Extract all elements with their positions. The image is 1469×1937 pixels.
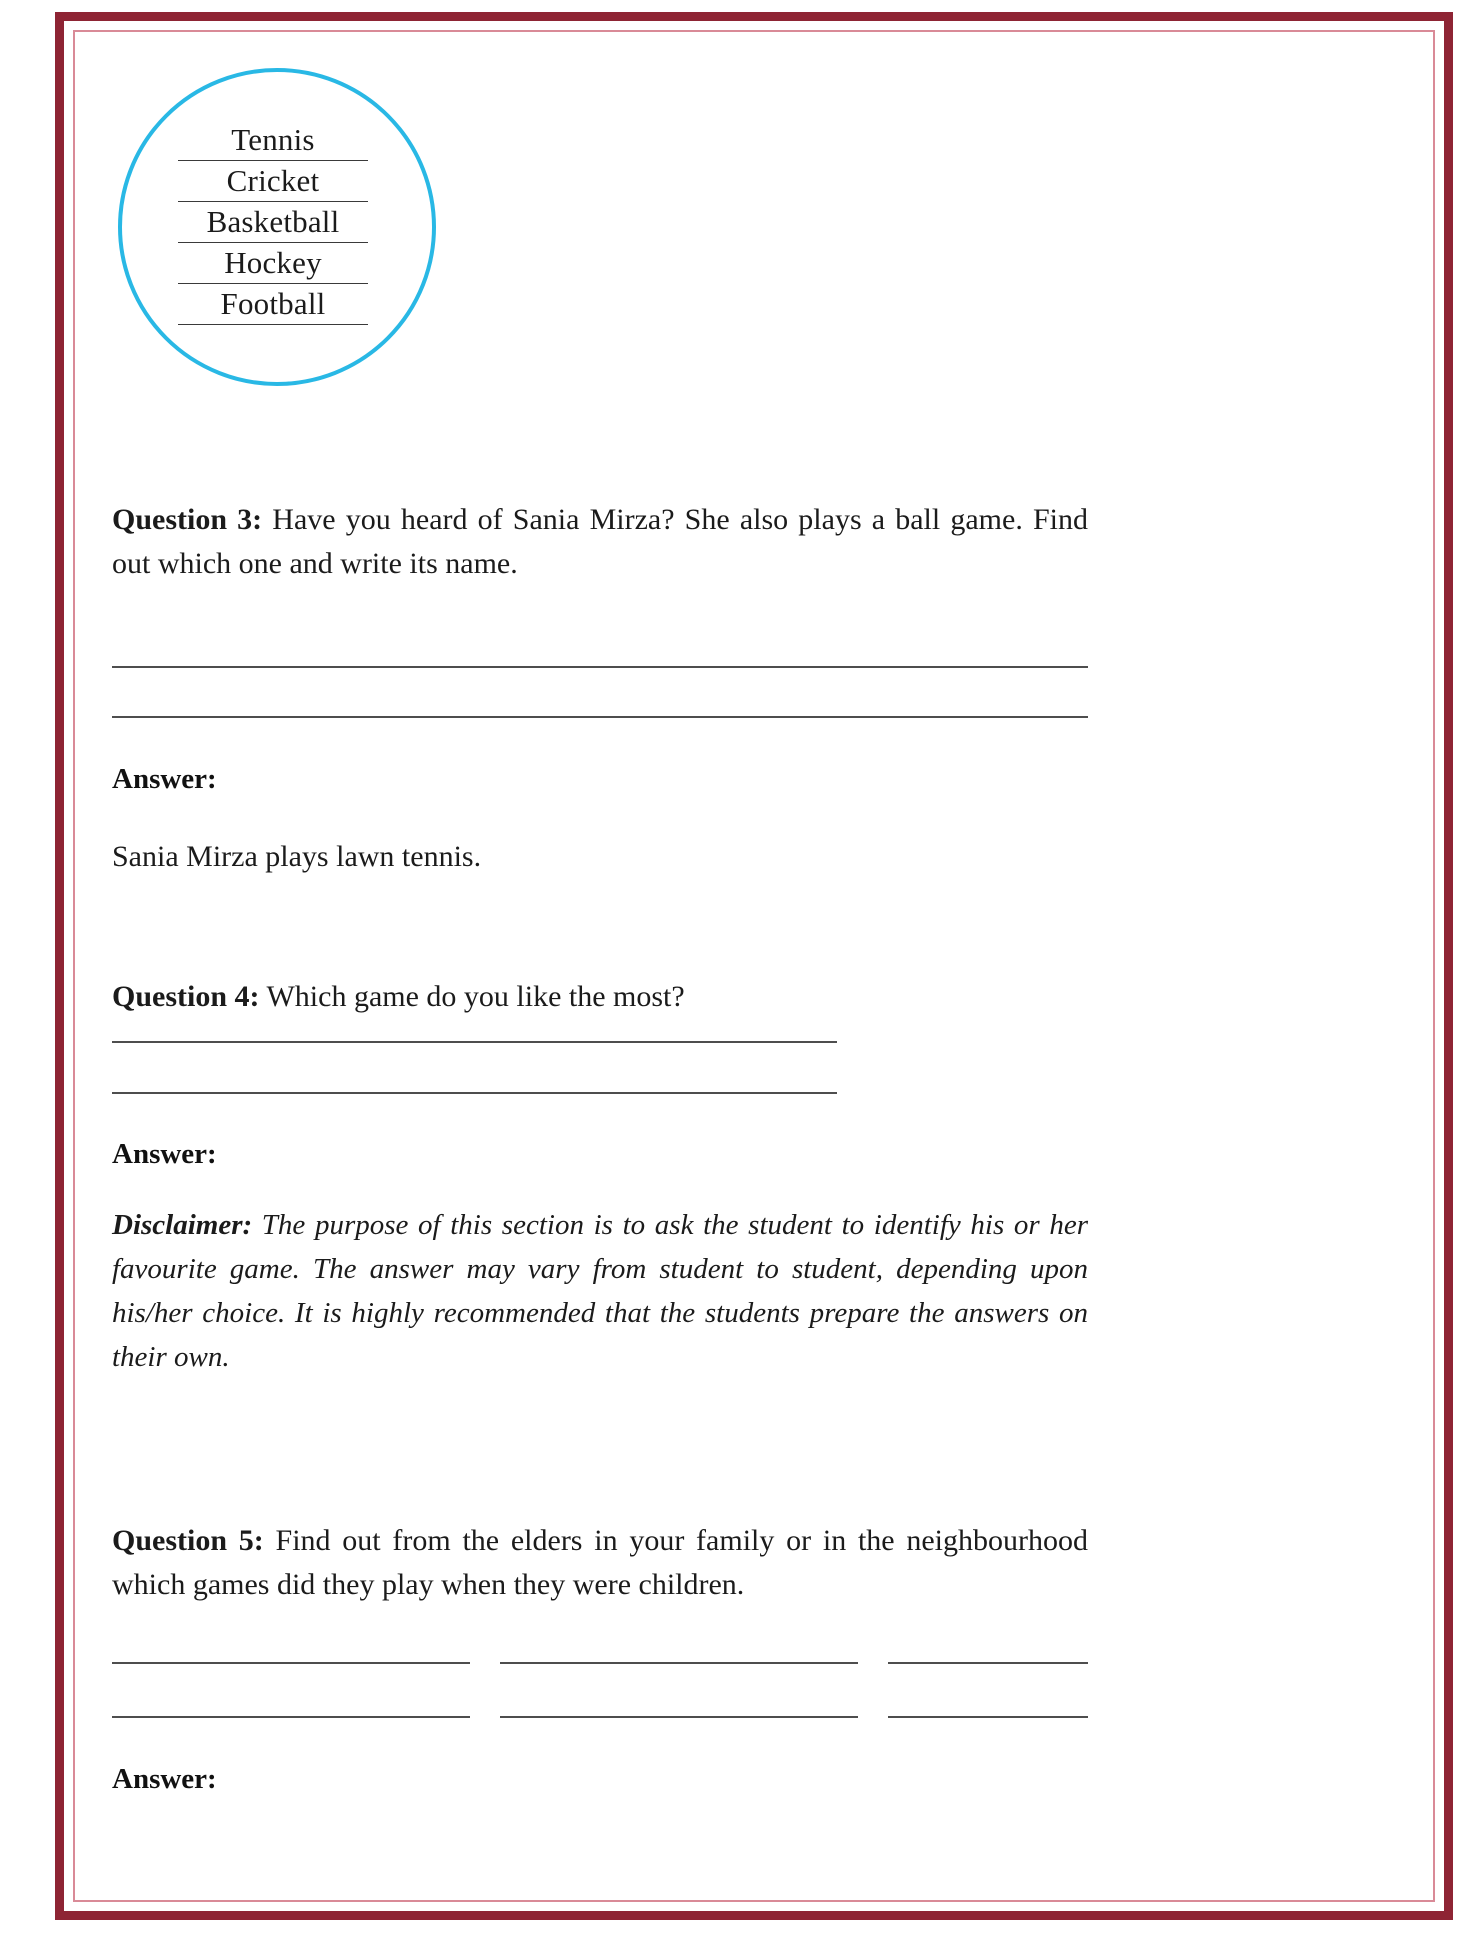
- disclaimer-label: Disclaimer:: [112, 1209, 253, 1241]
- list-item: Basketball: [178, 202, 368, 243]
- answer-text-q3: Sania Mirza plays lawn tennis.: [112, 840, 482, 873]
- answer-rule-q3-line2[interactable]: [112, 716, 1088, 718]
- answer-rule-q5-r2-seg3[interactable]: [888, 1716, 1088, 1718]
- answer-rule-q5-r1-seg2[interactable]: [500, 1662, 858, 1664]
- question-4-paragraph: [112, 975, 1088, 1019]
- question-5-paragraph: [112, 1519, 1088, 1607]
- list-item: Cricket: [178, 161, 368, 202]
- answer-label-q3: Answer:: [112, 763, 217, 795]
- question-3-label: Question 3:: [112, 503, 263, 536]
- question-5-label: Question 5:: [112, 1524, 264, 1557]
- question-5-text: Find out from the elders in your family or in the neighbourhood which games did they play when they were children.: [112, 1524, 1088, 1601]
- answer-label-q5: Answer:: [112, 1763, 217, 1795]
- answer-rule-q5-r2-seg1[interactable]: [112, 1716, 470, 1718]
- answer-rule-q5-r1-seg1[interactable]: [112, 1662, 470, 1664]
- answer-rule-q5-r1-seg3[interactable]: [888, 1662, 1088, 1664]
- disclaimer-text: The purpose of this section is to ask the student to identify his or her favourite game. The answer may vary from student to student, depending upon his/her choice. It is highly recommended that the students prepare the answers on their own.: [112, 1209, 1088, 1373]
- question-3-paragraph: [112, 498, 1088, 586]
- answer-rule-q3-line1[interactable]: [112, 666, 1088, 668]
- answer-rule-q4-line2[interactable]: [112, 1092, 837, 1094]
- question-4-label: Question 4:: [112, 980, 260, 1013]
- answer-label-q4: Answer:: [112, 1138, 217, 1170]
- question-4-text: Which game do you like the most?: [259, 980, 685, 1013]
- question-3-text: Have you heard of Sania Mirza? She also plays a ball game. Find out which one and write its name.: [112, 503, 1088, 580]
- sports-list: [178, 120, 368, 325]
- list-item: Football: [178, 284, 368, 325]
- disclaimer-paragraph: [112, 1203, 1088, 1379]
- answer-rule-q4-line1[interactable]: [112, 1041, 837, 1043]
- answer-rules-q5-row2: [112, 1716, 1088, 1718]
- list-item: Tennis: [178, 120, 368, 161]
- answer-rule-q5-r2-seg2[interactable]: [500, 1716, 858, 1718]
- list-item: Hockey: [178, 243, 368, 284]
- answer-rules-q5-row1: [112, 1662, 1088, 1664]
